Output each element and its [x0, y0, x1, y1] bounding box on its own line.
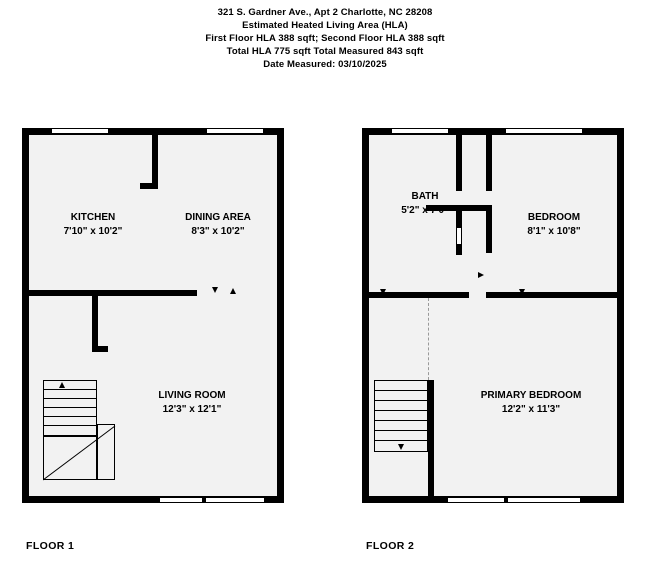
room-name: LIVING ROOM [158, 390, 226, 401]
room-label-dining-area [162, 211, 274, 239]
room-label-primary-bedroom [457, 389, 605, 417]
floor1-window-top-right-frame [207, 133, 263, 134]
floor2-bath-wall-left [456, 135, 462, 191]
floor1-mid-wall-left [29, 290, 97, 296]
floor2-stair-tread [375, 410, 427, 411]
floor2-stair-tread [375, 430, 427, 431]
floor1-door-marker-b [230, 288, 236, 294]
floor1-window-top-left-frame [52, 133, 108, 134]
floor1-caption: FLOOR 1 [26, 540, 75, 552]
floor2-bath-door-gap [457, 228, 461, 244]
room-dimensions: 5'2" x 7'0" [401, 205, 449, 216]
room-label-kitchen [38, 211, 148, 239]
room-dimensions: 12'2" x 11'3" [501, 404, 561, 415]
floor2-caption: FLOOR 2 [366, 540, 415, 552]
room-dimensions: 7'10" x 10'2" [63, 226, 123, 237]
floor1-window-bottom-right-frame [206, 497, 264, 498]
room-name: BATH [411, 191, 439, 202]
floor2-window-bottom-left-frame [448, 497, 504, 498]
floor1-kitchen-partition-head [140, 183, 158, 189]
floor2-window-bottom-right-frame [508, 497, 580, 498]
floor2-stair-wall [428, 380, 434, 496]
floor2-window-top-left-frame [392, 133, 448, 134]
room-dimensions: 12'3" x 12'1" [162, 404, 222, 415]
floor1-wall-right [277, 128, 284, 503]
floor2-stair-direction-arrow-icon [398, 444, 404, 450]
floor2-mid-wall-right [486, 292, 617, 298]
floor1-stair-tread [44, 416, 96, 417]
room-name: DINING AREA [185, 212, 251, 223]
room-label-living-room [130, 389, 254, 417]
floor2-wall-left [362, 128, 369, 503]
floor2-stair-tread [375, 440, 427, 441]
floor2-bedroom-partition [486, 205, 492, 253]
floor1-stair-direction-arrow-icon [59, 382, 65, 388]
floor2-door-marker-a [380, 289, 386, 295]
floor2-stair-tread [375, 400, 427, 401]
floor1-stair-tread [44, 389, 96, 390]
floor1-wall-left [22, 128, 29, 503]
floor2-stair-tread [375, 420, 427, 421]
room-label-bedroom [499, 211, 609, 239]
room-name: BEDROOM [527, 212, 581, 223]
room-dimensions: 8'3" x 10'2" [191, 226, 245, 237]
floor1-stair-wall-vertical [92, 296, 98, 352]
floor1-door-marker-a [212, 287, 218, 293]
floor2-door-marker-c [478, 272, 484, 278]
room-name: PRIMARY BEDROOM [480, 390, 582, 401]
floor1-mid-wall-right [97, 290, 197, 296]
floor1-stair-tread [44, 407, 96, 408]
property-address: 321 S. Gardner Ave., Apt 2 Charlotte, NC 28208 [217, 7, 433, 18]
room-name: KITCHEN [70, 212, 116, 223]
date-measured: Date Measured: 03/10/2025 [263, 59, 387, 70]
floor2-stair-opening-dashed [428, 298, 429, 380]
floor1-stair-diagonal [43, 424, 117, 482]
room-label-bath [375, 190, 475, 218]
floor1-kitchen-partition [152, 135, 158, 189]
floor2-bath-wall-right [486, 135, 492, 191]
floor1-stair-wall-stub [92, 346, 108, 352]
floor1-window-bottom-left-frame [160, 497, 202, 498]
hla-subtitle: Estimated Heated Living Area (HLA) [242, 20, 408, 31]
floor1-stair-tread [44, 398, 96, 399]
floor2-wall-right [617, 128, 624, 503]
floor-hla-breakdown: First Floor HLA 388 sqft; Second Floor HLA 388 sqft [205, 33, 445, 44]
floor2-window-top-right-frame [506, 133, 582, 134]
floor2-door-marker-b [519, 289, 525, 295]
total-hla: Total HLA 775 sqft Total Measured 843 sqft [226, 46, 424, 57]
floor2-stair-tread [375, 390, 427, 391]
room-dimensions: 8'1" x 10'8" [527, 226, 581, 237]
